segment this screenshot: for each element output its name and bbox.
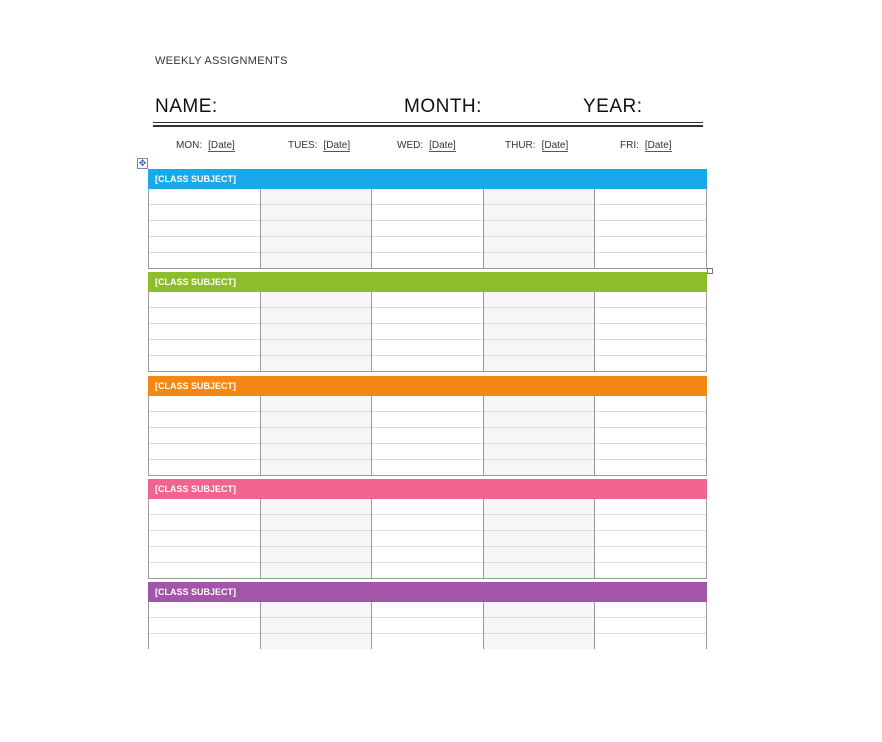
- assignment-cell[interactable]: [484, 547, 595, 563]
- day-column-fri: [595, 292, 706, 371]
- assignment-cell[interactable]: [484, 634, 595, 649]
- day-column-tues: [261, 602, 373, 649]
- assignment-cell[interactable]: [261, 618, 372, 634]
- header-rule-thin: [153, 122, 703, 123]
- assignment-cell[interactable]: [595, 205, 706, 221]
- assignment-cell[interactable]: [261, 428, 372, 444]
- assignment-cell[interactable]: [149, 292, 260, 308]
- assignment-cell[interactable]: [484, 292, 595, 308]
- assignment-cell[interactable]: [372, 547, 483, 563]
- day-column-thur: [484, 499, 596, 578]
- assignment-cell[interactable]: [261, 444, 372, 460]
- assignment-cell[interactable]: [595, 396, 706, 412]
- assignment-cell[interactable]: [149, 563, 260, 578]
- assignment-cell[interactable]: [372, 340, 483, 356]
- assignment-cell[interactable]: [149, 531, 260, 547]
- assignment-cell[interactable]: [149, 205, 260, 221]
- day-column-fri: [595, 189, 706, 268]
- assignment-cell[interactable]: [484, 563, 595, 578]
- assignment-cell[interactable]: [372, 221, 483, 237]
- assignment-cell[interactable]: [372, 292, 483, 308]
- assignment-cell[interactable]: [372, 324, 483, 340]
- assignment-cell[interactable]: [261, 340, 372, 356]
- assignment-cell[interactable]: [149, 396, 260, 412]
- subject-block-2: [148, 272, 707, 372]
- assignment-cell[interactable]: [261, 460, 372, 475]
- assignment-cell[interactable]: [484, 499, 595, 515]
- assignment-cell[interactable]: [261, 253, 372, 268]
- subject-block-5: [148, 582, 707, 649]
- assignment-cell[interactable]: [484, 253, 595, 268]
- subject-header[interactable]: [CLASS SUBJECT]: [148, 376, 707, 396]
- assignment-cell[interactable]: [372, 531, 483, 547]
- assignment-cell[interactable]: [484, 618, 595, 634]
- day-column-mon: [149, 499, 261, 578]
- assignment-cell[interactable]: [484, 602, 595, 618]
- day-wed-date[interactable]: [Date]: [429, 140, 456, 151]
- day-column-thur: [484, 189, 596, 268]
- assignment-grid: [148, 292, 707, 372]
- assignment-cell[interactable]: [595, 237, 706, 253]
- assignment-cell[interactable]: [149, 324, 260, 340]
- assignment-cell[interactable]: [595, 189, 706, 205]
- assignment-cell[interactable]: [149, 356, 260, 371]
- assignment-cell[interactable]: [595, 602, 706, 618]
- day-fri-date[interactable]: [Date]: [644, 140, 672, 151]
- day-thur: [505, 140, 568, 151]
- assignment-grid: [148, 396, 707, 476]
- day-column-wed: [372, 396, 484, 475]
- assignment-cell[interactable]: [149, 340, 260, 356]
- assignment-cell[interactable]: [484, 324, 595, 340]
- assignment-cell[interactable]: [261, 531, 372, 547]
- assignment-cell[interactable]: [484, 237, 595, 253]
- assignment-cell[interactable]: [372, 499, 483, 515]
- assignment-cell[interactable]: [372, 602, 483, 618]
- assignment-cell[interactable]: [595, 292, 706, 308]
- day-wed: [397, 140, 456, 151]
- year-label: YEAR:: [583, 96, 643, 117]
- day-thur-label: THUR:: [505, 140, 536, 151]
- assignment-cell[interactable]: [149, 221, 260, 237]
- assignment-cell[interactable]: [372, 396, 483, 412]
- assignment-cell[interactable]: [149, 515, 260, 531]
- assignment-cell[interactable]: [261, 515, 372, 531]
- assignment-cell[interactable]: [149, 499, 260, 515]
- subject-header[interactable]: [CLASS SUBJECT]: [148, 169, 707, 189]
- assignment-cell[interactable]: [261, 412, 372, 428]
- day-mon-date[interactable]: [Date]: [208, 140, 235, 151]
- assignment-cell[interactable]: [261, 308, 372, 324]
- day-column-wed: [372, 602, 484, 649]
- subject-block-4: [148, 479, 707, 579]
- assignment-cell[interactable]: [372, 253, 483, 268]
- assignment-cell[interactable]: [261, 396, 372, 412]
- header-rule-thick: [153, 125, 703, 127]
- day-column-tues: [261, 292, 373, 371]
- day-column-mon: [149, 292, 261, 371]
- assignment-cell[interactable]: [372, 356, 483, 371]
- day-wed-label: WED:: [397, 140, 424, 151]
- assignment-cell[interactable]: [484, 444, 595, 460]
- assignment-cell[interactable]: [149, 634, 260, 649]
- assignment-cell[interactable]: [261, 221, 372, 237]
- assignment-cell[interactable]: [484, 460, 595, 475]
- assignment-cell[interactable]: [595, 563, 706, 578]
- assignment-cell[interactable]: [261, 292, 372, 308]
- assignment-cell[interactable]: [372, 515, 483, 531]
- assignment-cell[interactable]: [595, 515, 706, 531]
- assignment-cell[interactable]: [484, 515, 595, 531]
- day-column-thur: [484, 602, 596, 649]
- assignment-cell[interactable]: [372, 412, 483, 428]
- assignment-cell[interactable]: [484, 340, 595, 356]
- assignment-cell[interactable]: [595, 308, 706, 324]
- day-column-wed: [372, 499, 484, 578]
- assignment-cell[interactable]: [595, 221, 706, 237]
- assignment-cell[interactable]: [484, 308, 595, 324]
- assignment-cell[interactable]: [149, 308, 260, 324]
- assignment-cell[interactable]: [595, 531, 706, 547]
- assignment-cell[interactable]: [372, 205, 483, 221]
- assignment-cell[interactable]: [261, 563, 372, 578]
- assignment-cell[interactable]: [149, 444, 260, 460]
- assignment-cell[interactable]: [484, 205, 595, 221]
- table-move-handle-icon[interactable]: ✥: [138, 158, 147, 168]
- assignment-cell[interactable]: [595, 444, 706, 460]
- name-label: NAME:: [155, 96, 218, 117]
- day-tues-label: TUES:: [288, 140, 318, 151]
- day-column-tues: [261, 499, 373, 578]
- assignment-cell[interactable]: [595, 460, 706, 475]
- assignment-cell[interactable]: [595, 618, 706, 634]
- document-title: WEEKLY ASSIGNMENTS: [155, 55, 288, 67]
- assignment-cell[interactable]: [595, 499, 706, 515]
- day-fri-label: FRI:: [620, 140, 639, 151]
- day-column-mon: [149, 189, 261, 268]
- assignment-cell[interactable]: [484, 531, 595, 547]
- subject-block-1: [148, 169, 707, 269]
- day-tues: [288, 140, 350, 151]
- subject-header[interactable]: [CLASS SUBJECT]: [148, 272, 707, 292]
- assignment-cell[interactable]: [261, 189, 372, 205]
- subject-block-3: [148, 376, 707, 476]
- assignment-grid: [148, 499, 707, 579]
- day-fri: [620, 140, 672, 151]
- assignment-cell[interactable]: [261, 602, 372, 618]
- day-mon: [176, 140, 235, 151]
- day-mon-label: MON:: [176, 140, 203, 151]
- day-column-fri: [595, 602, 706, 649]
- assignment-cell[interactable]: [372, 634, 483, 649]
- assignment-cell[interactable]: [149, 412, 260, 428]
- assignment-cell[interactable]: [595, 412, 706, 428]
- day-column-mon: [149, 396, 261, 475]
- assignment-cell[interactable]: [595, 547, 706, 563]
- assignment-cell[interactable]: [372, 308, 483, 324]
- assignment-cell[interactable]: [261, 499, 372, 515]
- assignment-cell[interactable]: [372, 618, 483, 634]
- assignment-cell[interactable]: [484, 356, 595, 371]
- assignment-cell[interactable]: [149, 428, 260, 444]
- assignment-grid: [148, 189, 707, 269]
- day-column-thur: [484, 396, 596, 475]
- assignment-cell[interactable]: [372, 460, 483, 475]
- day-column-mon: [149, 602, 261, 649]
- assignment-cell[interactable]: [261, 205, 372, 221]
- assignment-cell[interactable]: [372, 189, 483, 205]
- assignment-cell[interactable]: [484, 412, 595, 428]
- subject-header[interactable]: [CLASS SUBJECT]: [148, 582, 707, 602]
- assignment-cell[interactable]: [149, 547, 260, 563]
- subject-header[interactable]: [CLASS SUBJECT]: [148, 479, 707, 499]
- assignment-cell[interactable]: [595, 356, 706, 371]
- assignment-cell[interactable]: [595, 634, 706, 649]
- assignment-cell[interactable]: [484, 428, 595, 444]
- day-column-tues: [261, 189, 373, 268]
- assignment-cell[interactable]: [149, 237, 260, 253]
- day-column-thur: [484, 292, 596, 371]
- assignment-cell[interactable]: [595, 428, 706, 444]
- assignment-cell[interactable]: [149, 460, 260, 475]
- day-column-tues: [261, 396, 373, 475]
- assignment-cell[interactable]: [149, 602, 260, 618]
- assignment-cell[interactable]: [149, 618, 260, 634]
- assignment-cell[interactable]: [484, 396, 595, 412]
- table-resize-handle[interactable]: [707, 268, 713, 274]
- assignment-cell[interactable]: [484, 189, 595, 205]
- month-label: MONTH:: [404, 96, 482, 117]
- assignment-cell[interactable]: [595, 253, 706, 268]
- assignment-cell[interactable]: [149, 253, 260, 268]
- assignment-cell[interactable]: [149, 189, 260, 205]
- assignment-cell[interactable]: [372, 428, 483, 444]
- day-tues-date[interactable]: [Date]: [323, 140, 351, 151]
- day-column-fri: [595, 396, 706, 475]
- assignment-cell[interactable]: [261, 547, 372, 563]
- assignment-cell[interactable]: [595, 340, 706, 356]
- assignment-cell[interactable]: [484, 221, 595, 237]
- day-column-fri: [595, 499, 706, 578]
- assignment-cell[interactable]: [372, 237, 483, 253]
- assignment-cell[interactable]: [261, 634, 372, 649]
- day-column-wed: [372, 292, 484, 371]
- assignment-cell[interactable]: [372, 444, 483, 460]
- assignment-cell[interactable]: [261, 237, 372, 253]
- assignment-grid: [148, 602, 707, 649]
- assignment-cell[interactable]: [261, 356, 372, 371]
- assignment-cell[interactable]: [595, 324, 706, 340]
- day-thur-date[interactable]: [Date]: [541, 140, 569, 151]
- assignment-cell[interactable]: [372, 563, 483, 578]
- assignment-cell[interactable]: [261, 324, 372, 340]
- day-column-wed: [372, 189, 484, 268]
